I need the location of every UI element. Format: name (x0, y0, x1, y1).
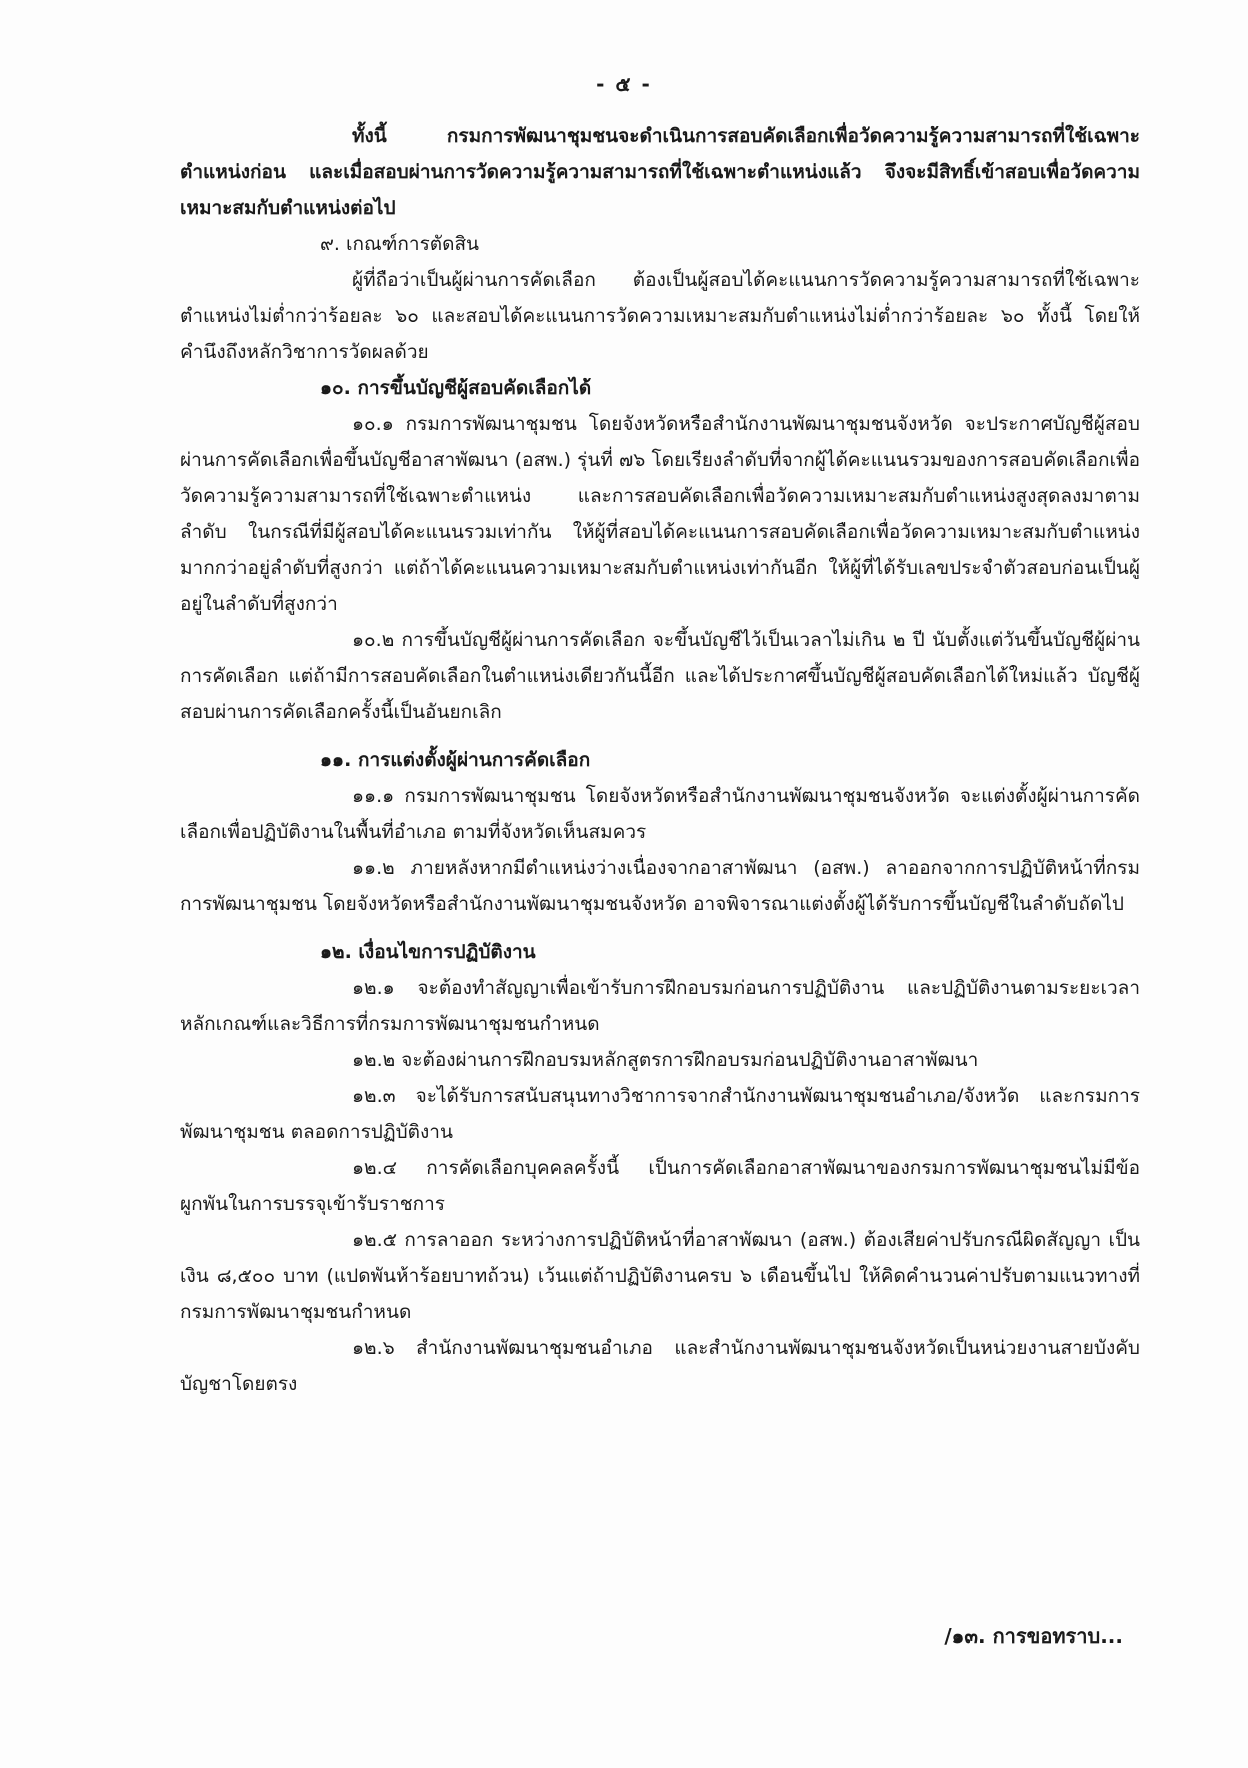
section-12-5-paragraph: ๑๒.๕ การลาออก ระหว่างการปฏิบัติหน้าที่อาสาพัฒนา (อสพ.) ต้องเสียค่าปรับกรณีผิดสัญญา เป็นเงิน ๘,๕๐๐ บาท (แปดพันห้าร้อยบาทถ้วน) เว้นแต่ถ้าปฏิบัติงานครบ ๖ เดือนขึ้นไป ให้คิดคำนวนค่าปรับตามแนวทางที่กรมการพัฒนาชุมชนกำหนด (180, 1229, 1140, 1323)
page-number: - ๕ - (596, 72, 652, 96)
section-9-paragraph: ผู้ที่ถือว่าเป็นผู้ผ่านการคัดเลือก ต้องเป็นผู้สอบได้คะแนนการวัดความรู้ความสามารถที่ใช้เฉพาะตำแหน่งไม่ต่ำกว่าร้อยละ ๖๐ และสอบได้คะแนนการวัดความเหมาะสมกับตำแหน่งไม่ต่ำกว่าร้อยละ ๖๐ ทั้งนี้ โดยให้คำนึงถึงหลักวิชาการวัดผลด้วย (180, 269, 1140, 363)
section-12-2-paragraph: ๑๒.๒ จะต้องผ่านการฝึกอบรมหลักสูตรการฝึกอบรมก่อนปฏิบัติงานอาสาพัฒนา (352, 1049, 979, 1071)
section-11-heading: ๑๑. การแต่งตั้งผู้ผ่านการคัดเลือก (320, 749, 591, 771)
section-12-heading: ๑๒. เงื่อนไขการปฏิบัติงาน (320, 941, 536, 963)
continuation-reference: /๑๓. การขอทราบ... (944, 1624, 1123, 1648)
section-9-heading: ๙. เกณฑ์การตัดสิน (320, 233, 480, 255)
section-12-1-paragraph: ๑๒.๑ จะต้องทำสัญญาเพื่อเข้ารับการฝึกอบรมก่อนการปฏิบัติงาน และปฏิบัติงานตามระยะเวลา หลักเกณฑ์และวิธีการที่กรมการพัฒนาชุมชนกำหนด (180, 977, 1140, 1035)
section-12-3-paragraph: ๑๒.๓ จะได้รับการสนับสนุนทางวิชาการจากสำนักงานพัฒนาชุมชนอำเภอ/จังหวัด และกรมการพัฒนาชุมชน ตลอดการปฏิบัติงาน (180, 1085, 1140, 1143)
section-10-heading: ๑๐. การขึ้นบัญชีผู้สอบคัดเลือกได้ (320, 377, 592, 399)
section-11-2-paragraph: ๑๑.๒ ภายหลังหากมีตำแหน่งว่างเนื่องจากอาสาพัฒนา (อสพ.) ลาออกจากการปฏิบัติหน้าที่กรมการพัฒนาชุมชน โดยจังหวัดหรือสำนักงานพัฒนาชุมชนจังหวัด อาจพิจารณาแต่งตั้งผู้ได้รับการขึ้นบัญชีในลำดับถัดไป (180, 857, 1140, 915)
section-11-1-paragraph: ๑๑.๑ กรมการพัฒนาชุมชน โดยจังหวัดหรือสำนักงานพัฒนาชุมชนจังหวัด จะแต่งตั้งผู้ผ่านการคัดเลือกเพื่อปฏิบัติงานในพื้นที่อำเภอ ตามที่จังหวัดเห็นสมควร (180, 785, 1140, 843)
section-10-2-paragraph: ๑๐.๒ การขึ้นบัญชีผู้ผ่านการคัดเลือก จะขึ้นบัญชีไว้เป็นเวลาไม่เกิน ๒ ปี นับตั้งแต่วันขึ้นบัญชีผู้ผ่านการคัดเลือก แต่ถ้ามีการสอบคัดเลือกในตำแหน่งเดียวกันนี้อีก และได้ประกาศขึ้นบัญชีผู้สอบคัดเลือกได้ใหม่แล้ว บัญชีผู้สอบผ่านการคัดเลือกครั้งนี้เป็นอันยกเลิก (180, 629, 1140, 723)
section-10-1-paragraph: ๑๐.๑ กรมการพัฒนาชุมชน โดยจังหวัดหรือสำนักงานพัฒนาชุมชนจังหวัด จะประกาศบัญชีผู้สอบผ่านการคัดเลือกเพื่อขึ้นบัญชีอาสาพัฒนา (อสพ.) รุ่นที่ ๗๖ โดยเรียงลำดับที่จากผู้ได้คะแนนรวมของการสอบคัดเลือกเพื่อวัดความรู้ความสามารถที่ใช้เฉพาะตำแหน่ง และการสอบคัดเลือกเพื่อวัดความเหมาะสมกับตำแหน่งสูงสุดลงมาตามลำดับ ในกรณีที่มีผู้สอบได้คะแนนรวมเท่ากัน ให้ผู้ที่สอบได้คะแนนการสอบคัดเลือกเพื่อวัดความเหมาะสมกับตำแหน่งมากกว่าอยู่ลำดับที่สูงกว่า แต่ถ้าได้คะแนนความเหมาะสมกับตำแหน่งเท่ากันอีก ให้ผู้ที่ได้รับเลขประจำตัวสอบก่อนเป็นผู้อยู่ในลำดับที่สูงกว่า (180, 413, 1140, 615)
document-body (180, 118, 1140, 1402)
section-12-4-paragraph: ๑๒.๔ การคัดเลือกบุคคลครั้งนี้ เป็นการคัดเลือกอาสาพัฒนาของกรมการพัฒนาชุมชนไม่มีข้อผูกพันในการบรรจุเข้ารับราชการ (180, 1157, 1140, 1215)
intro-paragraph: ทั้งนี้ กรมการพัฒนาชุมชนจะดำเนินการสอบคัดเลือกเพื่อวัดความรู้ความสามารถที่ใช้เฉพาะตำแหน่งก่อน และเมื่อสอบผ่านการวัดความรู้ความสามารถที่ใช้เฉพาะตำแหน่งแล้ว จึงจะมีสิทธิ์เข้าสอบเพื่อวัดความเหมาะสมกับตำแหน่งต่อไป (180, 125, 1140, 219)
section-12-6-paragraph: ๑๒.๖ สำนักงานพัฒนาชุมชนอำเภอ และสำนักงานพัฒนาชุมชนจังหวัดเป็นหน่วยงานสายบังคับบัญชาโดยตรง (180, 1337, 1140, 1395)
